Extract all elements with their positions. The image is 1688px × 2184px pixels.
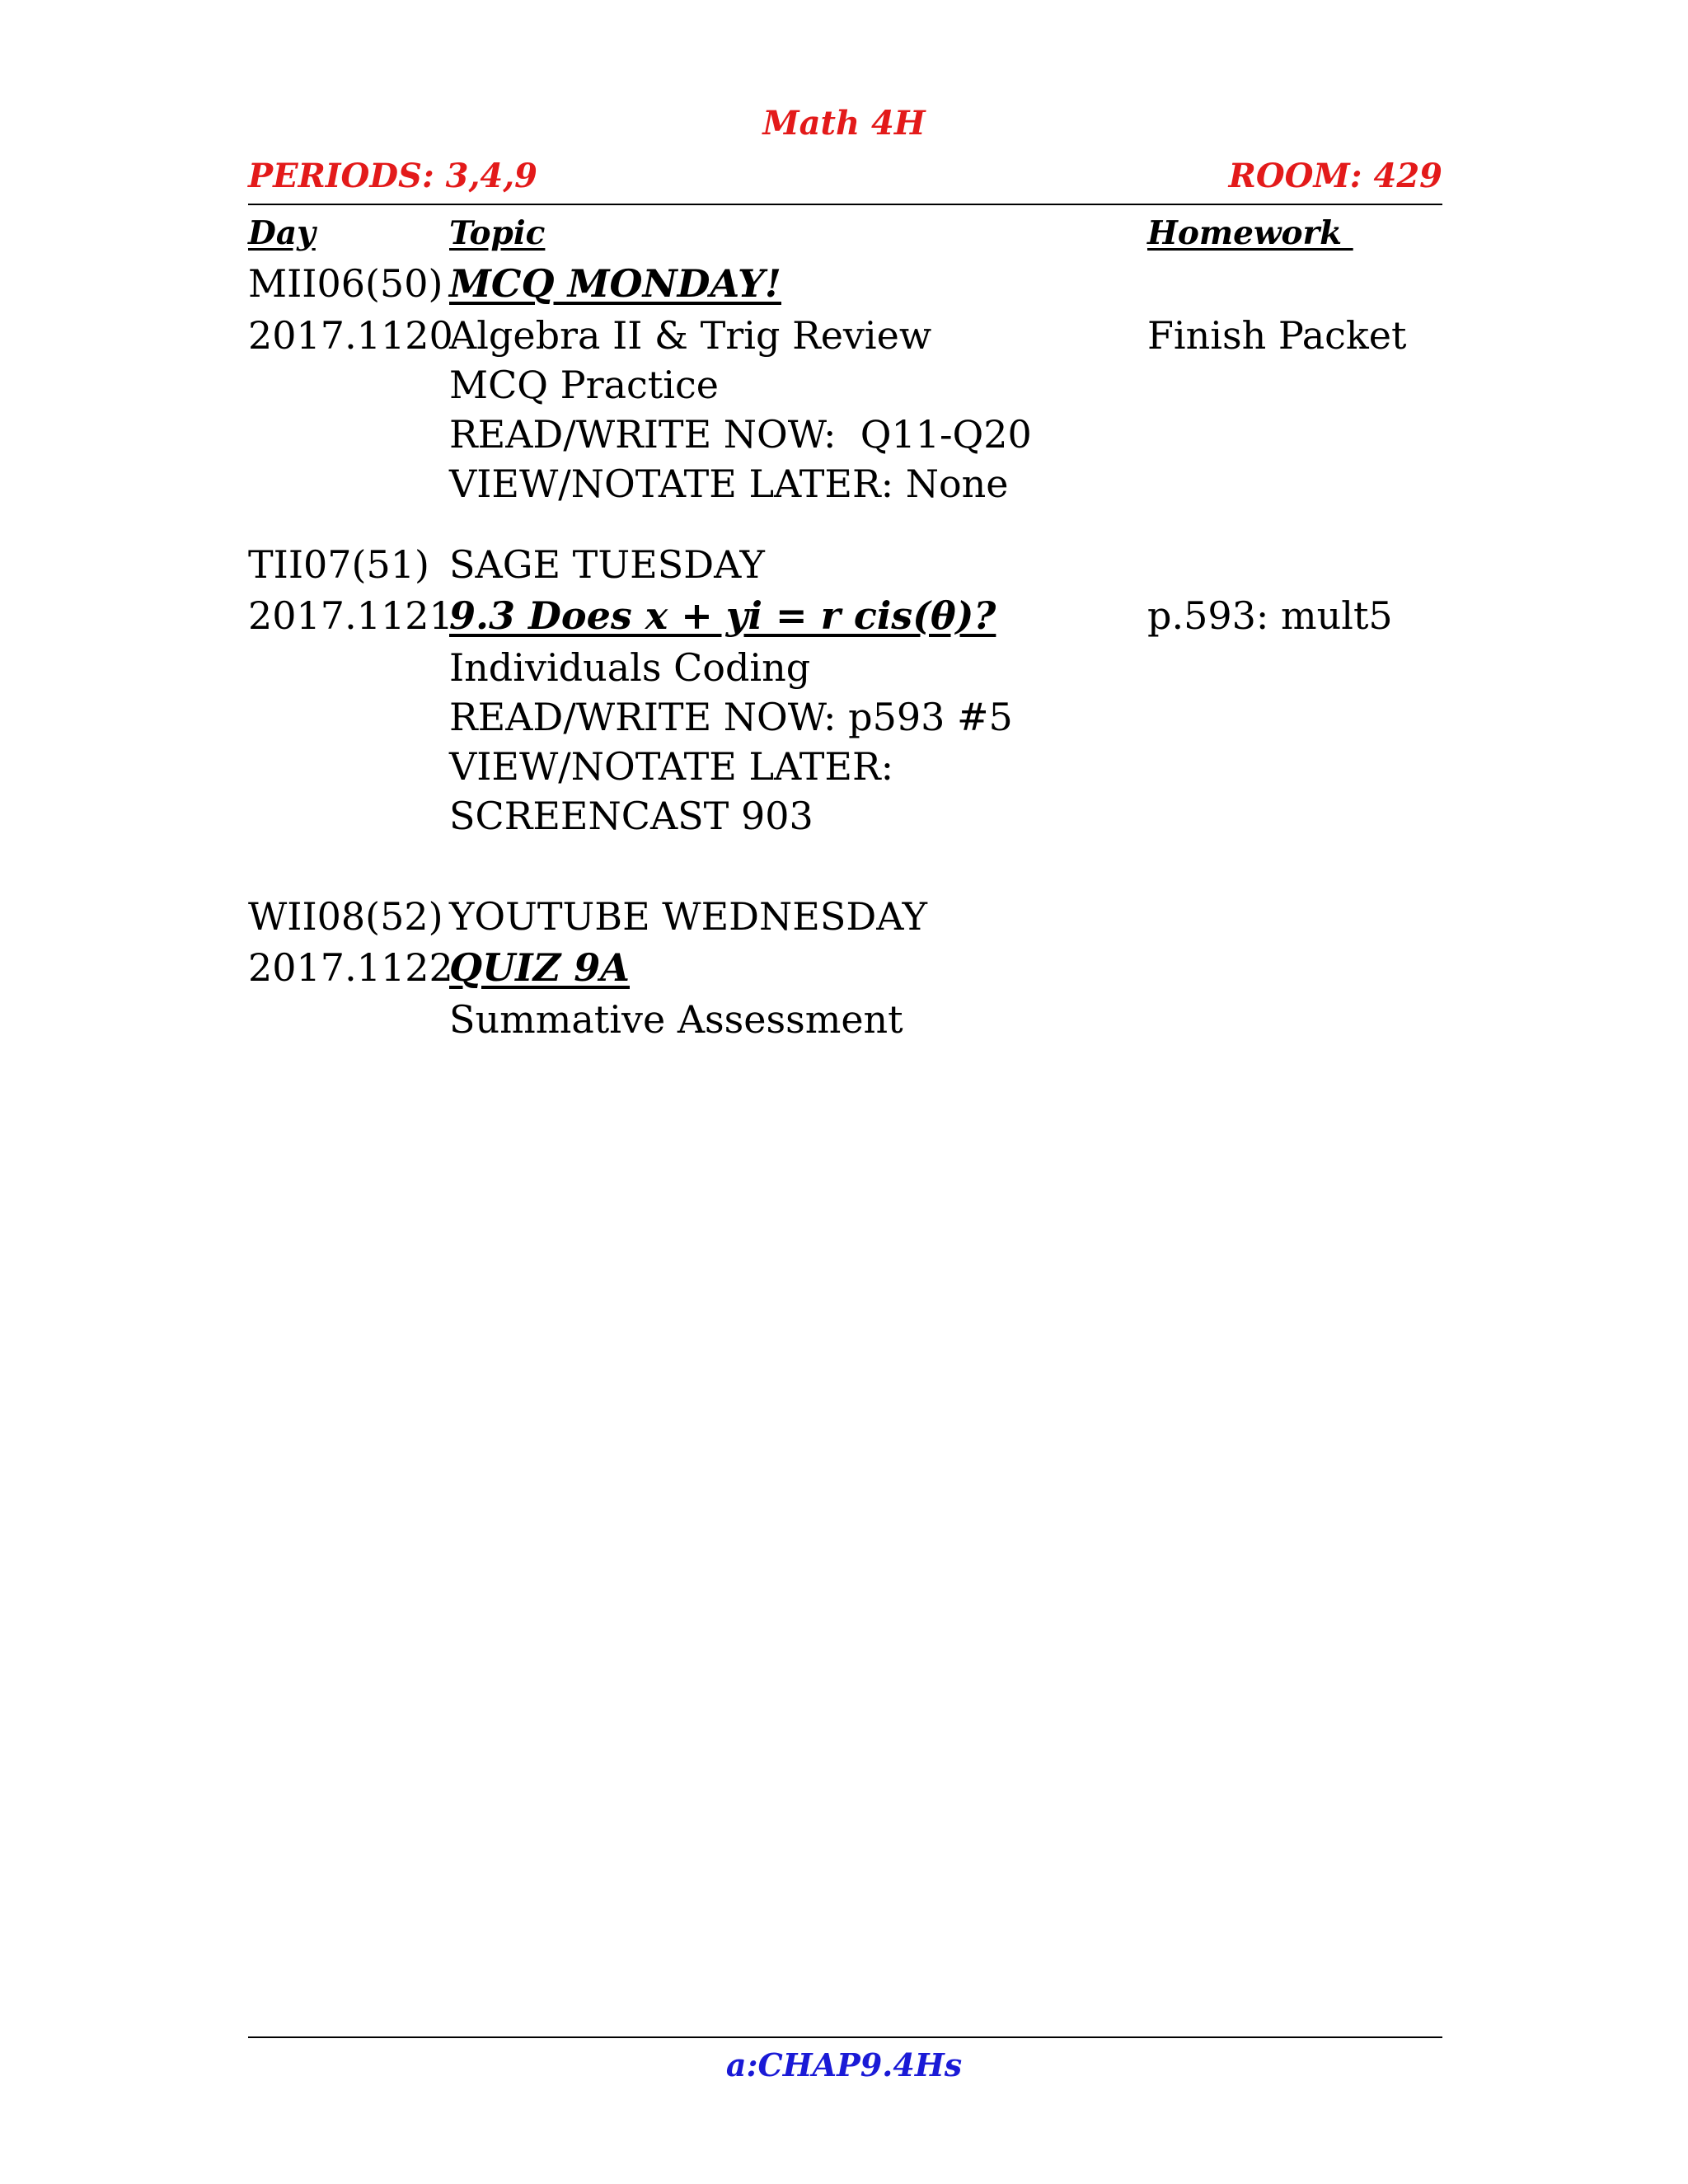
topic-line: QUIZ 9A: [449, 945, 630, 990]
homework-text: Finish Packet: [1147, 313, 1407, 358]
day-code: TII07(51): [248, 542, 429, 587]
column-header-homework: Homework: [1147, 214, 1353, 252]
entry-headline: SAGE TUESDAY: [449, 542, 765, 587]
entry-date: 2017.1120: [248, 313, 453, 358]
entry-headline: YOUTUBE WEDNESDAY: [449, 894, 927, 939]
homework-text: p.593: mult5: [1147, 593, 1393, 638]
entry-date: 2017.1122: [248, 945, 453, 990]
column-header-topic: Topic: [449, 214, 546, 252]
topic-line: VIEW/NOTATE LATER: None: [449, 462, 1009, 506]
day-code: MII06(50): [248, 261, 443, 306]
entry-headline: MCQ MONDAY!: [449, 261, 781, 306]
topic-line: Individuals Coding: [449, 645, 811, 690]
footer-divider: [248, 2036, 1442, 2038]
topic-line: Summative Assessment: [449, 997, 903, 1042]
entry-date: 2017.1121: [248, 593, 453, 638]
topic-line: Algebra II & Trig Review: [449, 313, 932, 358]
topic-line: 9.3 Does x + yi = r cis(θ)?: [449, 593, 996, 638]
topic-line: MCQ Practice: [449, 363, 719, 407]
topic-line: READ/WRITE NOW: Q11-Q20: [449, 412, 1032, 457]
topic-line: SCREENCAST 903: [449, 794, 814, 838]
day-code: WII08(52): [248, 894, 443, 939]
footer-code: a:CHAP9.4Hs: [725, 2046, 963, 2083]
topic-line: READ/WRITE NOW: p593 #5: [449, 695, 1013, 739]
periods-label: PERIODS: 3,4,9: [248, 157, 537, 195]
room-label: ROOM: 429: [1228, 157, 1442, 195]
column-header-day: Day: [248, 214, 316, 252]
header-divider: [248, 204, 1442, 205]
topic-line: VIEW/NOTATE LATER:: [449, 744, 894, 789]
page-title: Math 4H: [762, 104, 926, 143]
